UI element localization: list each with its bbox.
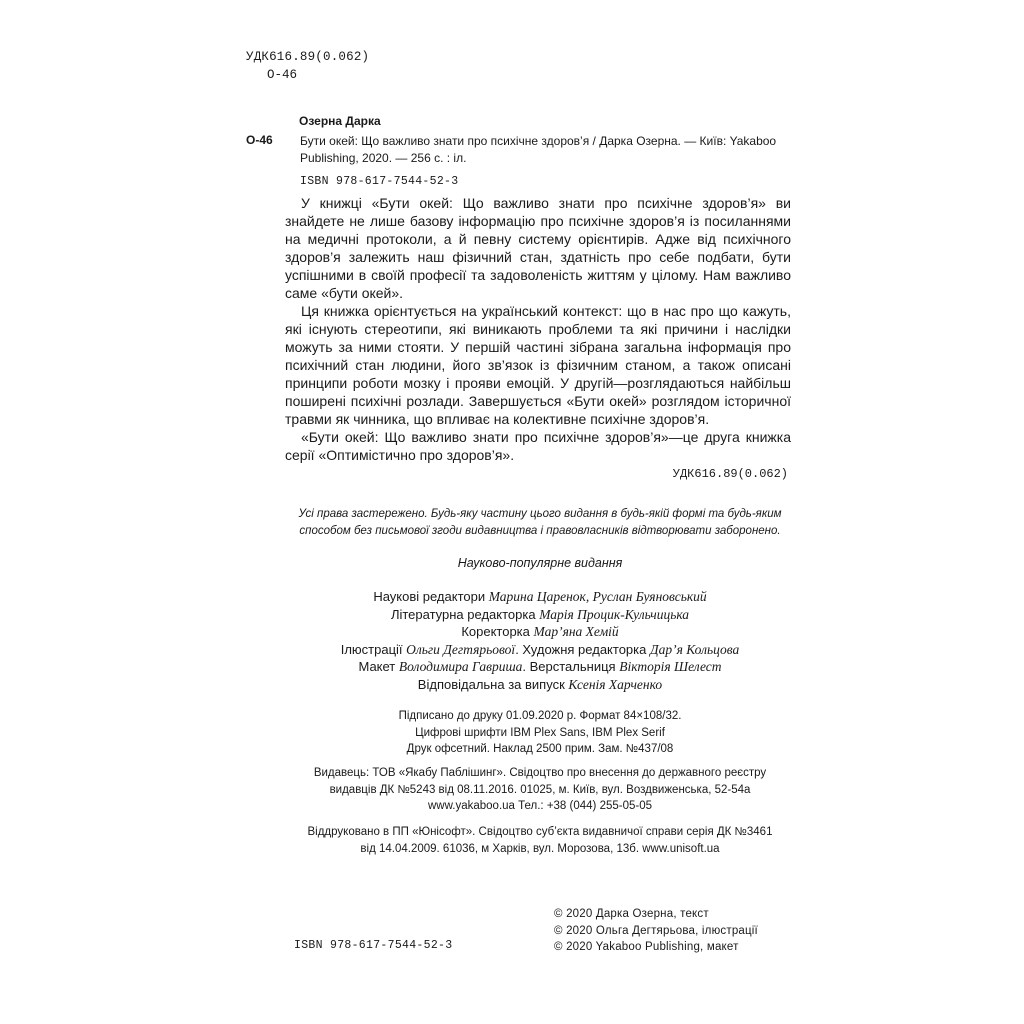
annotation [285, 194, 791, 464]
credit-label: Макет [358, 659, 396, 674]
author-name: Озерна Дарка [299, 114, 381, 128]
publisher-line: www.yakaboo.ua Тел.: +38 (044) 255-05-05 [428, 800, 652, 812]
credit-name: Ольги Дегтярьової [406, 641, 516, 657]
author-code-top: О-46 [267, 68, 298, 82]
print-info-line: Друк офсетний. Наклад 2500 прим. Зам. №437/08 [406, 743, 674, 755]
printer-line: Віддруковано в ПП «Юнісофт». Свідоцтво суб’єкта видавничої справи серія ДК №3461 [307, 826, 773, 838]
annotation-paragraph: «Бути окей: Що важливо знати про психічне здоров’я»—це друга книжка серії «Оптимістично про здоров’я». [285, 429, 791, 463]
credit-proofreader [240, 623, 840, 641]
credit-name: Дар’я Кольцова [649, 641, 740, 657]
credit-name: Володимира Гавриша [398, 659, 523, 674]
biblio-line: Publishing, 2020. — 256 с. : іл. [300, 151, 467, 165]
credit-name: Марія Процик-Кульчицька [539, 606, 690, 622]
credit-label: . Художня редакторка [515, 641, 647, 657]
credit-label: Відповідальна за випуск [417, 676, 565, 692]
udk-code-top: УДК616.89(0.062) [246, 50, 370, 64]
rights-line: способом без письмової згоди видавництва і правовласників відтворювати заборонено. [299, 525, 781, 537]
rights-notice [240, 506, 840, 540]
publisher-info [240, 765, 840, 815]
print-info-line: Цифрові шрифти IBM Plex Sans, IBM Plex Serif [415, 726, 665, 739]
print-info [240, 708, 840, 758]
credit-name: Мар’яна Хемій [533, 624, 619, 639]
credit-name: Ксенія Харченко [568, 676, 663, 692]
author-code-side: О-46 [246, 133, 273, 147]
credit-name: Марина Царенок, Руслан Буяновський [488, 589, 707, 604]
bibliographic-description [300, 133, 790, 167]
genre-label: Науково-популярне видання [457, 556, 623, 570]
annotation-paragraph: У книжці «Бути окей: Що важливо знати про психічне здоров’я» ви знайдете не лише базову інформацію про психічне здоров’я із посиланнями на медичні протоколи, а й певну систему орієнтирів. Адже від психічного здоров’я залежить наш фізичний стан, здатність про себе подбати, бути успішними в своїй професії та задоволеність життям у цілому. Нам важливо саме «бути окей». [285, 195, 791, 301]
credit-name: Вікторія Шелест [619, 659, 722, 674]
annotation-paragraph: Ця книжка орієнтується на український контекст: що в нас про що кажуть, які існують стереотипи, які виникають проблеми та які причини і наслідки можуть за ними стояти. У першій частині зібрана загальна інформація про психічний стан людини, його зв’язок із фізичним станом, а також описані принципи роботи мозку і прояви емоцій. У другій—розглядаються найбільш поширені психічні розлади. Завершується «Бути окей» розглядом історичної травми як чинника, що впливає на колективне психічне здоров’я. [285, 303, 791, 427]
credit-illustrations [240, 641, 840, 659]
copyright-line: © 2020 Ольга Дегтярьова, ілюстрації [554, 924, 758, 937]
isbn-top: ISBN 978-617-7544-52-3 [300, 175, 459, 188]
udk-code-right: УДК616.89(0.062) [672, 467, 788, 481]
biblio-line: Бути окей: Що важливо знати про психічне здоров’я / Дарка Озерна. — Київ: Yakaboo [300, 134, 777, 148]
publisher-line: видавців ДК №5243 від 08.11.2016. 01025, м. Київ, вул. Воздвиженська, 52-54а [329, 783, 751, 796]
credit-label: . Верстальниця [522, 659, 616, 674]
credit-scientific-editors [240, 588, 840, 606]
copyright-line: © 2020 Yakaboo Publishing, макет [554, 941, 739, 953]
publisher-line: Видавець: ТОВ «Якабу Паблішинг». Свідоцтво про внесення до державного реєстру [313, 767, 767, 779]
printer-info [240, 824, 840, 857]
rights-line: Усі права застережено. Будь-яку частину цього видання в будь-якій формі та будь-яким [298, 508, 782, 520]
copyright-line: © 2020 Дарка Озерна, текст [554, 908, 709, 920]
credit-responsible [240, 676, 840, 694]
credit-label: Коректорка [461, 624, 530, 639]
credit-label: Ілюстрації [340, 641, 403, 657]
credit-label: Літературна редакторка [390, 606, 536, 622]
credit-label: Наукові редактори [373, 589, 486, 604]
isbn-bottom: ISBN 978-617-7544-52-3 [294, 939, 453, 952]
printer-line: від 14.04.2009. 61036, м Харків, вул. Морозова, 13б. www.unisoft.ua [360, 842, 720, 855]
credits-block [240, 588, 840, 693]
print-info-line: Підписано до друку 01.09.2020 р. Формат 84×108/32. [398, 710, 682, 722]
copyright-block [554, 906, 758, 956]
credit-literary-editor [240, 606, 840, 624]
credit-layout [240, 658, 840, 676]
